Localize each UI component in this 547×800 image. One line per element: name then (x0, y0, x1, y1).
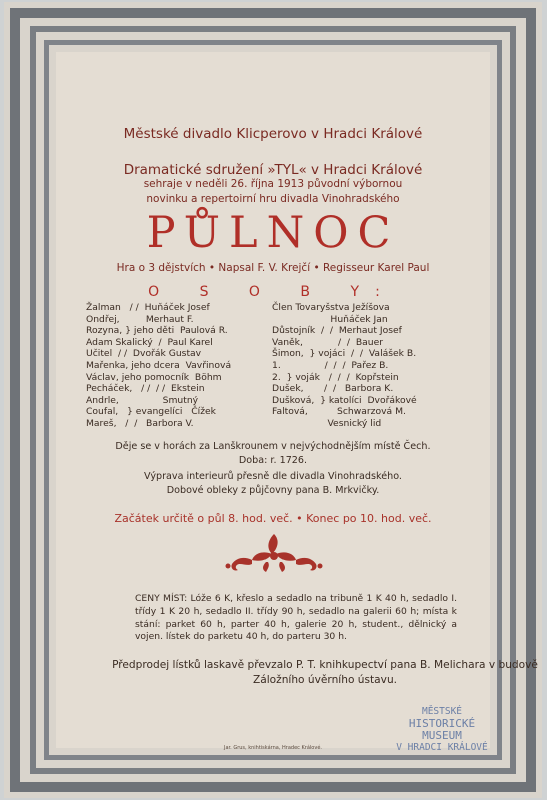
stamp-line-1: MĚSTSKÉ (421, 706, 463, 717)
cast-row: Dušková, } katolíci Dvořákové (272, 394, 417, 406)
cast-row: Dušek, / / Barbora K. (272, 383, 394, 395)
setting-line: Děje se v horách za Lanškrounem v nejvýchodnějším místě Čech. (115, 441, 431, 452)
cast-row: Šimon, } vojáci / / Valášek B. (272, 348, 417, 360)
theatre-name: Městské divadlo Klicperovo v Hradci Králové (123, 126, 423, 142)
cast-row: Coufal, } evangelíci Čížek (86, 406, 216, 418)
ticket-prices: CENY MÍST: Lóže 6 K, křeslo a sedadlo na tribuně 1 K 40 h, sedadlo I. třídy 1 K 20 h, sedadlo II. třídy 90 h, sedadlo na galerii 60 h; místa k stání: parket 60 h, parter 40 h, galerie 20 h, student., dělnický a vojen. lístek do parketu 40 h, do parteru 30 h. (135, 593, 457, 643)
start-end-times: Začátek určitě o půl 8. hod. več. • Konec po 10. hod. več. (114, 512, 432, 525)
cast-row: Mařenka, jeho dcera Vavřinová (86, 359, 232, 371)
cast-row: 2. } voják / / / Kopřstein (272, 371, 399, 383)
cast-row: 1. / / / Pařez B. (272, 359, 389, 371)
cast-row: Václav, jeho pomocník Böhm (86, 371, 222, 383)
cast-row: Faltová, Schwarzová M. (272, 406, 406, 418)
cast-row: Člen Tovaryšstva Ježíšova (272, 302, 390, 313)
museum-stamp (394, 706, 490, 754)
stamp-line-2: HISTORICKÉ MUSEUM (408, 717, 476, 742)
cast-row: Rozyna, } jeho děti Paulová R. (86, 325, 228, 337)
cast-row: Vesnický lid (272, 417, 382, 429)
play-credits: Hra o 3 dějstvích • Napsal F. V. Krejčí • Regisseur Karel Paul (116, 262, 430, 274)
production-line-1: Výprava interieurů přesně dle divadla Vinohradského. (144, 471, 402, 482)
floral-ornament-icon (222, 528, 326, 574)
stamp-line-3: V HRADCI KRÁLOVÉ (396, 742, 488, 753)
presale-notice: Předprodej lístků laskavě převzalo P. T. knihkupectví pana B. Melichara v budově Záložního úvěrního ústavu. (112, 659, 538, 686)
cast-row: Učitel / / Dvořák Gustav (86, 348, 202, 360)
production-line-2: Dobové obleky z půjčovny pana B. Mrkvičky. (166, 485, 380, 496)
society-line: Dramatické sdružení »TYL« v Hradci Králové (123, 162, 423, 178)
poster-paper (56, 52, 538, 753)
repertoire-line: novinku a repertoirní hru divadla Vinohradského (146, 193, 400, 205)
cast-row: Žalman / / Huňáček Josef (86, 302, 210, 313)
time-line: Doba: r. 1726. (238, 455, 308, 466)
cast-heading: O S O B Y: (148, 284, 398, 300)
printer-credit: Jar. Grus, knihtiskárna, Hradec Králové. (224, 745, 322, 751)
cast-row: Andrle, Smutný (86, 394, 199, 406)
cast-row: Adam Skalický / Paul Karel (86, 336, 213, 348)
cast-list-right (272, 302, 417, 430)
cast-row: Huňáček Jan (272, 313, 388, 325)
cast-row: Ondřej, Merhaut F. (86, 313, 194, 325)
cast-row: Vaněk, / / Bauer (272, 336, 384, 348)
cast-row: Mareš, / / Barbora V. (86, 417, 194, 429)
cast-list-left (86, 302, 231, 430)
play-title: PŮLNOC (146, 208, 400, 258)
poster (4, 2, 542, 798)
cast-row: Důstojník / / Merhaut Josef (272, 325, 402, 337)
cast-row: Pecháček, / / / / Ekstein (86, 383, 205, 395)
performance-date-line: sehraje v neděli 26. října 1913 původní výbornou (143, 178, 403, 190)
